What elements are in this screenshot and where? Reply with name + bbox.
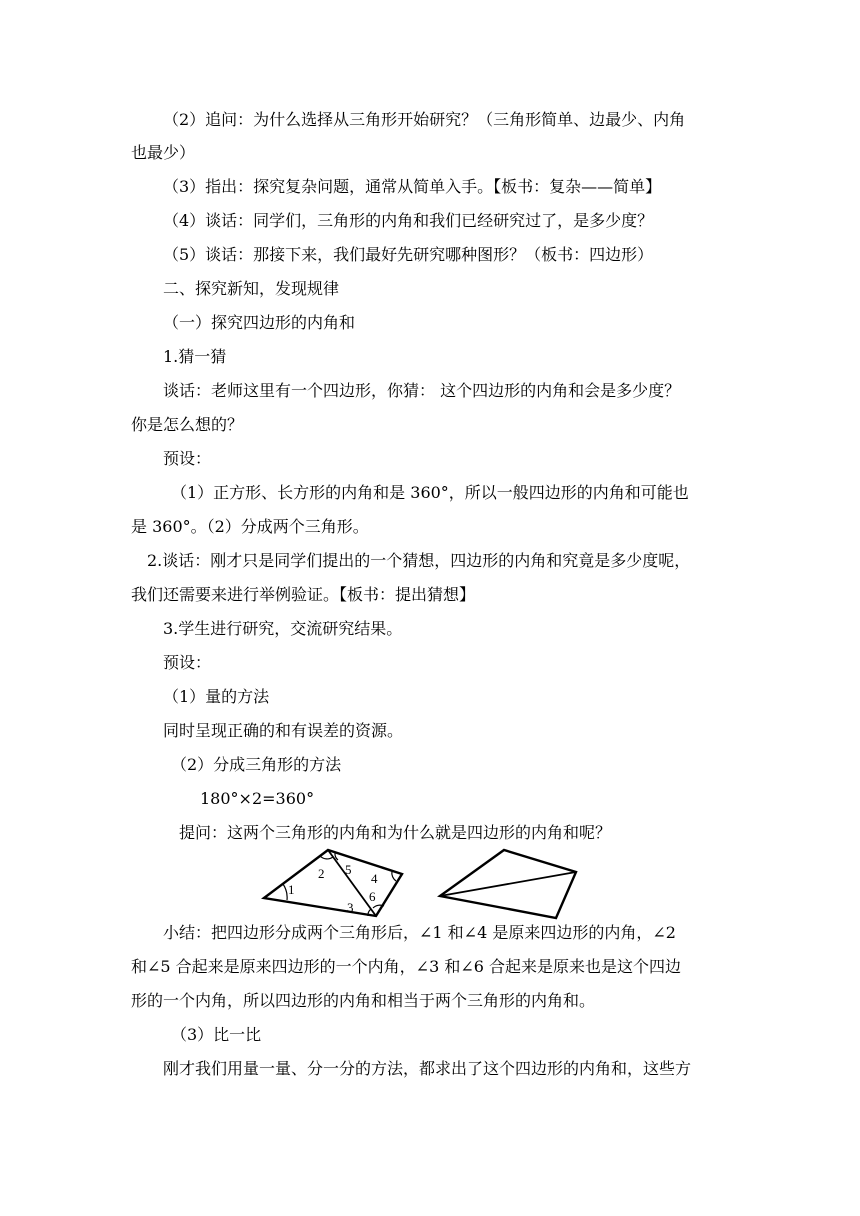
text-line: 是 360°。（2）分成两个三角形。 [131,517,369,536]
subsection-heading: （一）探究四边形的内角和 [163,313,356,332]
text-line: （2）追问：为什么选择从三角形开始研究？（三角形简单、边最少、内角 [163,110,686,129]
step-heading: 1.猜一猜 [163,347,227,366]
angle-arc-1 [283,884,287,900]
text-line: 提问：这两个三角形的内角和为什么就是四边形的内角和呢？ [179,823,612,842]
text-line: （1）正方形、长方形的内角和是 360°，所以一般四边形的内角和可能也 [171,483,689,502]
angle-arc-2 [320,856,333,859]
text-line: 预设： [163,449,212,468]
text-line: 也最少） [131,143,196,162]
text-line: 预设： [163,653,212,672]
section-heading: 二、探究新知，发现规律 [163,279,340,298]
quadrilateral-diagram [256,842,586,922]
equation-line: 180°×2=360° [200,789,315,808]
diagonal-line-2 [440,872,576,896]
text-line: 刚才我们用量一量、分一分的方法，都求出了这个四边形的内角和，这些方 [163,1059,692,1078]
text-line: 我们还需要来进行举例验证。【板书：提出猜想】 [131,585,476,604]
quadrilateral-outline [264,850,402,916]
angle-label-3: 3 [347,900,354,915]
angle-label-6: 6 [369,889,376,904]
angle-arcs [283,853,396,916]
text-line: （2）分成三角形的方法 [171,755,342,774]
plain-quadrilateral [440,850,576,918]
text-line: （3）指出：探究复杂问题，通常从简单入手。【板书：复杂——简单】 [163,177,662,196]
text-line: 和∠5 合起来是原来四边形的一个内角，∠3 和∠6 合起来是原来也是这个四边 [131,957,682,976]
text-line: （5）谈话：那接下来，我们最好先研究哪种图形？（板书：四边形） [163,245,654,264]
text-line: 你是怎么想的？ [131,415,244,434]
angle-label-1: 1 [288,882,295,897]
quadrilateral-figures [256,842,586,926]
text-line: （3）比一比 [171,1025,262,1044]
text-line: 小结：把四边形分成两个三角形后，∠1 和∠4 是原来四边形的内角，∠2 [163,923,676,942]
text-line: 2.谈话：刚才只是同学们提出的一个猜想，四边形的内角和究竟是多少度呢， [147,551,691,570]
angle-label-2: 2 [318,866,325,881]
text-line: 形的一个内角，所以四边形的内角和相当于两个三角形的内角和。 [131,991,596,1010]
text-line: （4）谈话：同学们，三角形的内角和我们已经研究过了，是多少度？ [163,211,654,230]
divided-quadrilateral [264,850,402,916]
text-line: 谈话：老师这里有一个四边形，你猜： 这个四边形的内角和会是多少度？ [163,381,681,400]
text-line: （1）量的方法 [163,687,270,706]
angle-label-5: 5 [345,862,352,877]
text-line: 3.学生进行研究，交流研究结果。 [163,619,403,638]
angle-label-4: 4 [371,871,378,886]
text-line: 同时呈现正确的和有误差的资源。 [163,721,404,740]
